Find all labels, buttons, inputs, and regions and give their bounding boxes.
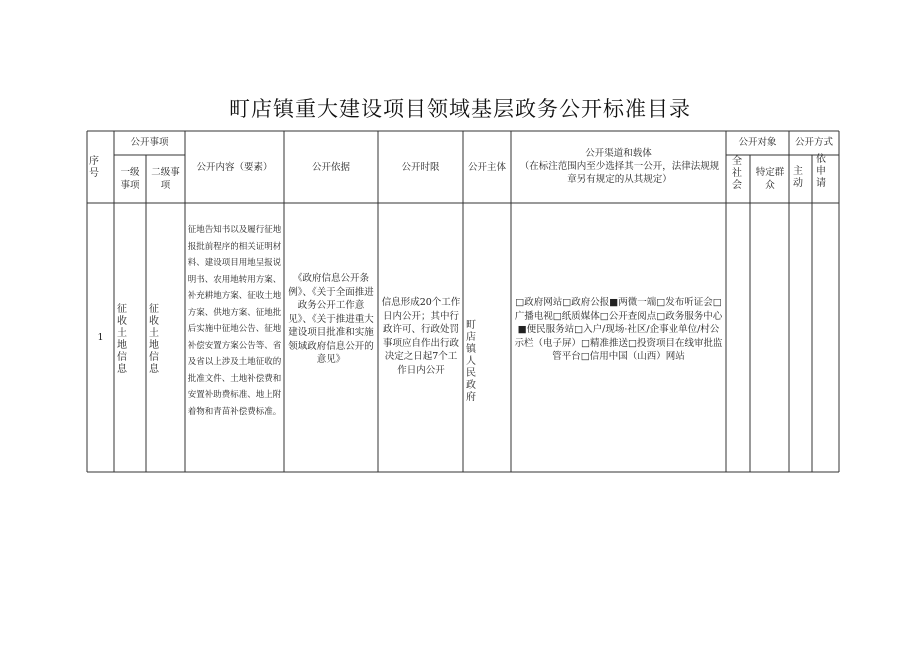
row-level2: 征收土地信息 [149,304,159,375]
header-method-active: 主动 [793,166,803,189]
row-basis: 《政府信息公开条例》、《关于全面推进政务公开工作意见》、《关于推进重大建设项目批准和实施领域政府信息公开的意见》 [288,273,374,365]
header-channel: 公开渠道和载体 [585,148,652,159]
row-channel: □政府网站□政府公报■两微一端□发布听证会□广播电视□纸质媒体□公开查阅点□政务服务中心■便民服务站□入户/现场·社区/企事业单位/村公示栏（电子屏）□精准推送□投资项目在线审批监管平台□信用中国（山西）网站 [514,297,723,362]
header-basis: 公开依据 [311,162,350,173]
row-level1: 征收土地信息 [117,304,127,375]
header-subject: 公开主体 [467,162,506,173]
header-target: 公开对象 [738,137,777,148]
row-time: 信息形成20个工作日内公开；其中行政许可、行政处罚事项应自作出行政决定之日起7个工作日内公开 [381,297,461,376]
header-method-apply: 依申请 [816,154,826,189]
header-items: 公开事项 [130,137,169,148]
row-content: 征地告知书以及履行征地报批前程序的相关证明材料、建设项目用地呈报说明书、农用地转用方案、补充耕地方案、征收土地方案、供地方案、征地批后实施中征地公告、征地补偿安置方案公告等、省及省以上涉及土地征收的批准文件、土地补偿费和安置补助费标准、地上附着物和青苗补偿费标准。 [187,225,282,417]
header-seq: 序号 [89,156,99,179]
page-title: 町店镇重大建设项目领域基层政务公开标准目录 [229,97,691,121]
header-target-specific: 特定群众 [755,167,785,191]
header-level1: 一级事项 [120,167,140,191]
header-level2: 二级事项 [151,167,180,191]
header-method: 公开方式 [794,137,833,148]
row-seq: 1 [97,332,104,343]
row-subject: 町店镇人民政府 [466,320,476,403]
header-channel-note: （在标注范围内至少选择其一公开，法律法规规章另有规定的从其规定） [519,161,720,185]
header-time: 公开时限 [401,162,440,173]
header-target-all: 全社会 [732,156,742,191]
header-content: 公开内容（要素） [196,162,273,173]
